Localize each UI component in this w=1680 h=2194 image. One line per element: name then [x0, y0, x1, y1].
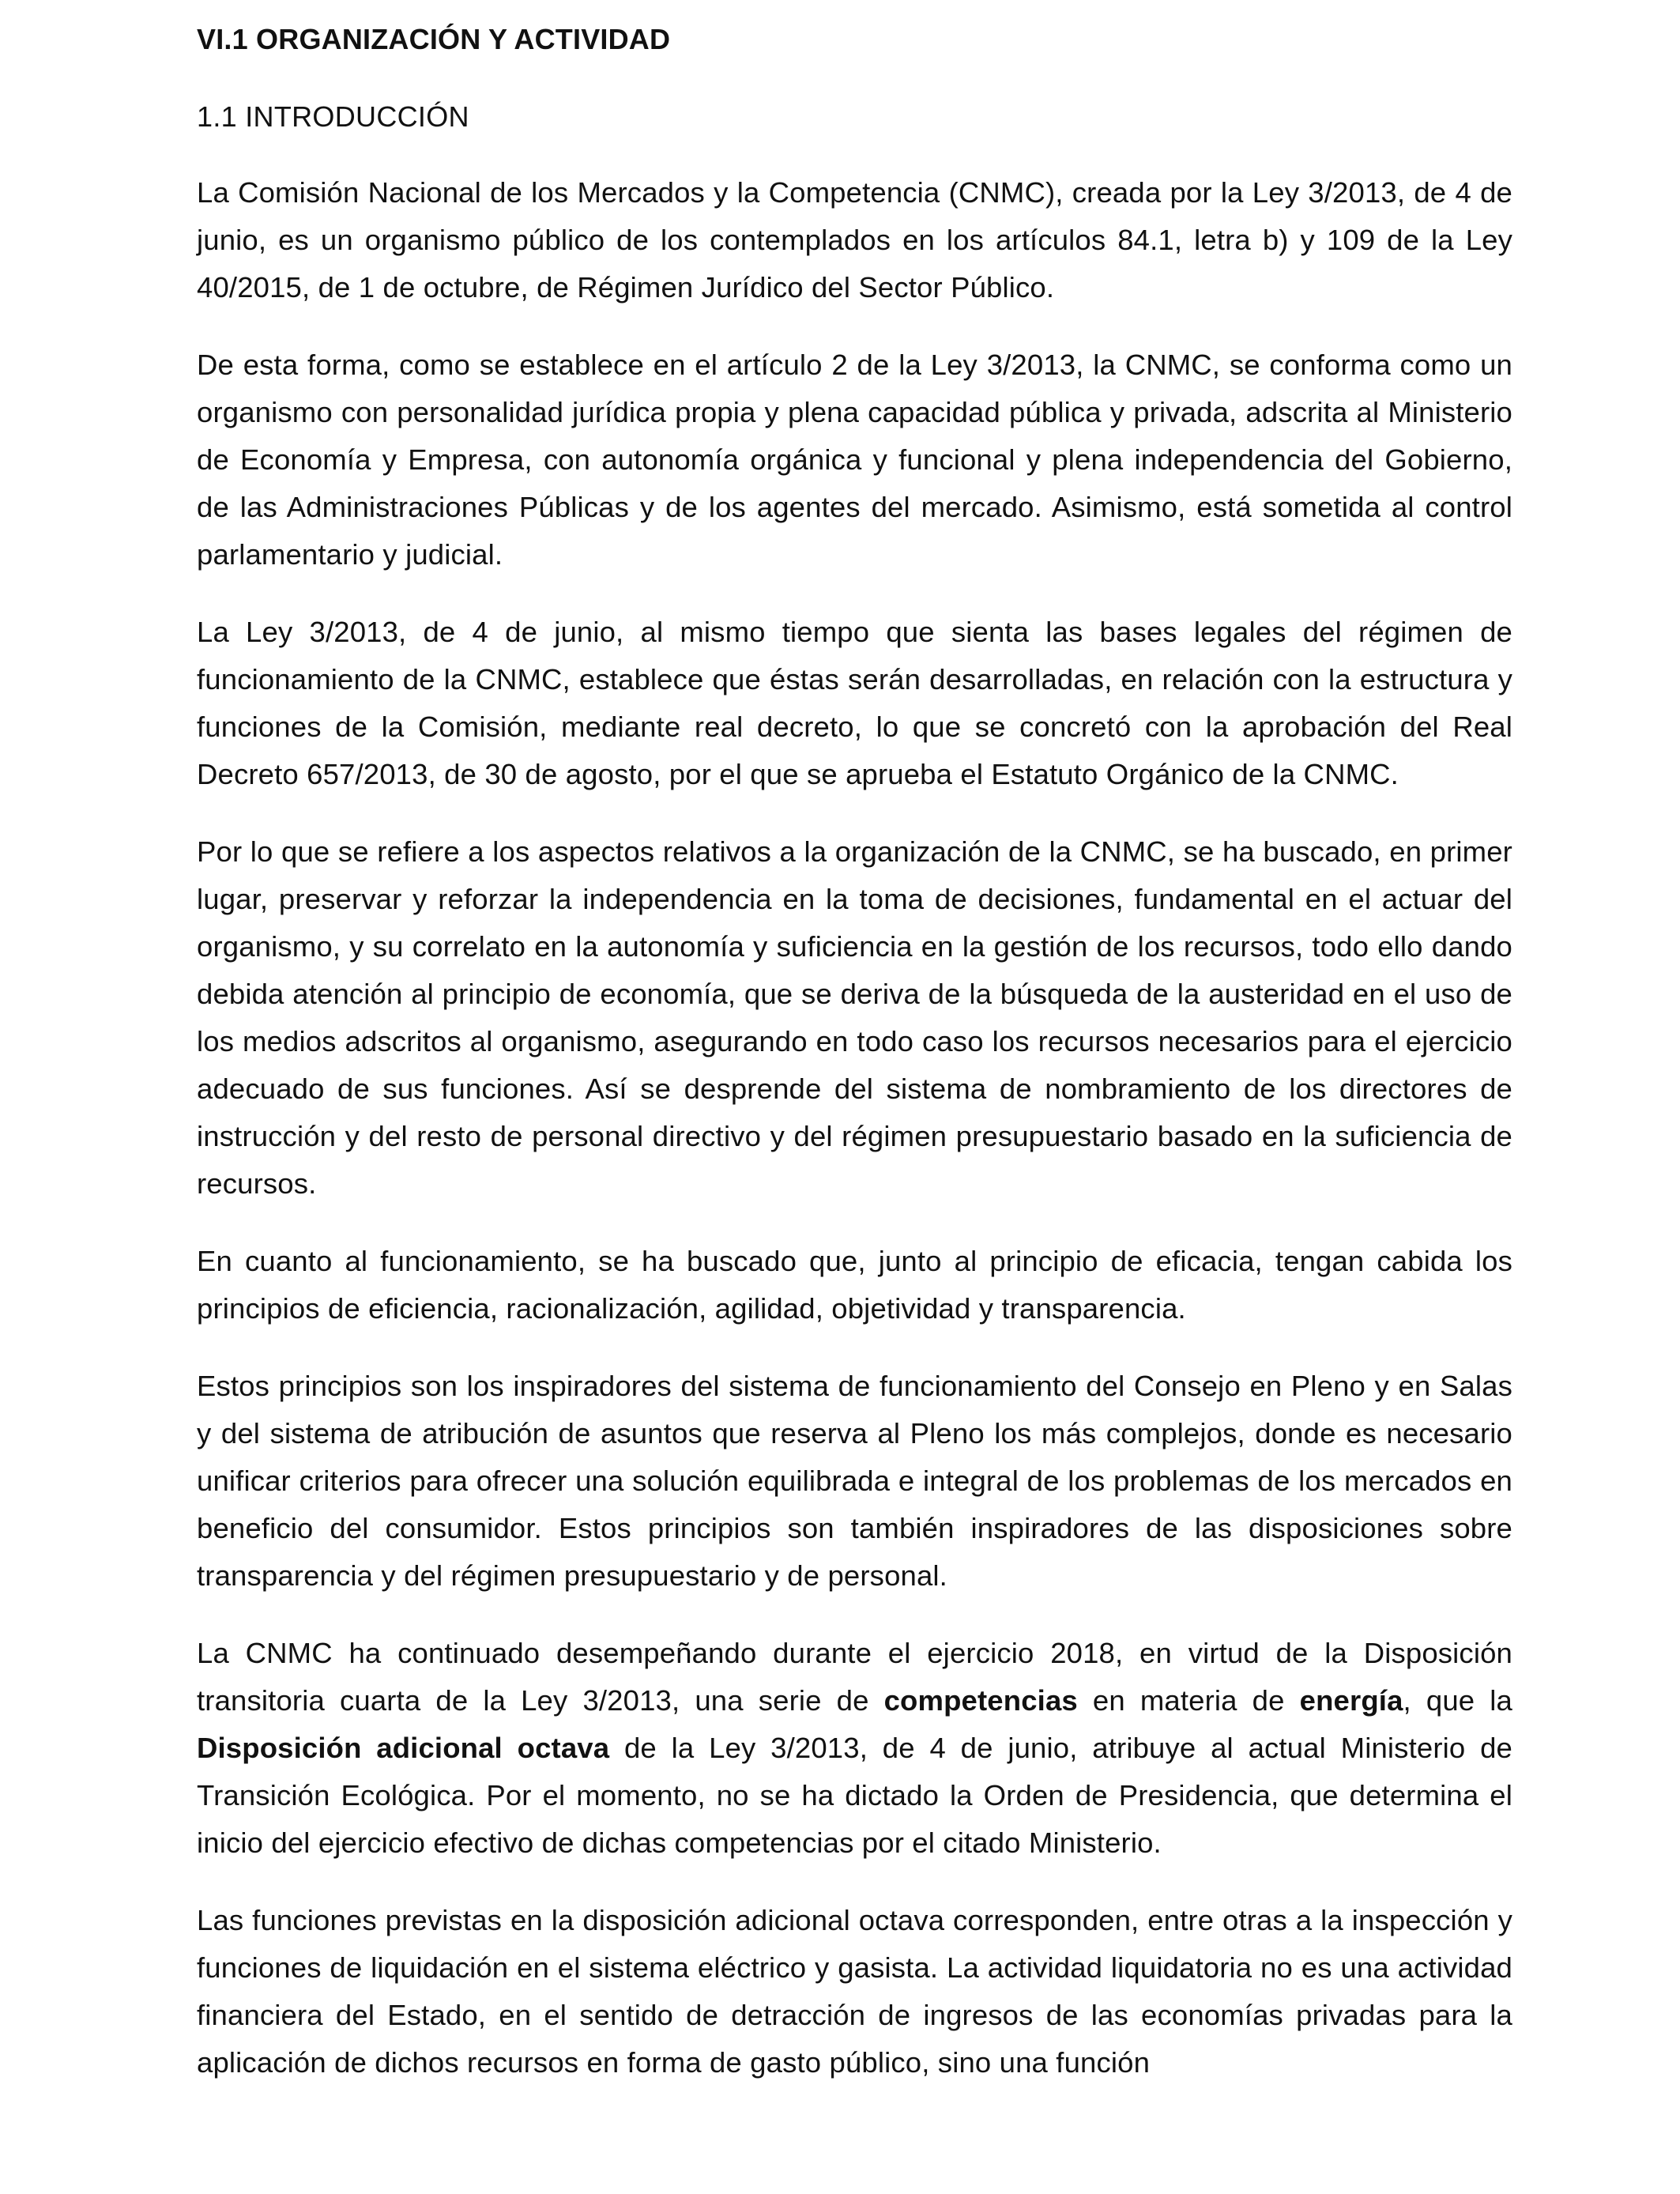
paragraph-6: Estos principios son los inspiradores del sistema de funcionamiento del Consejo en Pleno y en Salas y del sistema de atribución de asuntos que reserva al Pleno los más complejos, donde es necesario unificar criterios para ofrecer una solución equilibrada e integral de los problemas de los mercados en beneficio del consumidor. Estos principios son también inspiradores de las disposiciones sobre transparencia y del régimen presupuestario y de personal. [197, 1370, 1512, 1592]
paragraph-7-text-4: de la Ley 3/2013, de 4 de junio, atribuye al actual Ministerio de Transición Ecológica. Por el momento, no se ha dictado la Orden de Presidencia, que determina el inicio del ejercicio efectivo de dichas competencias por el citado Ministerio. [197, 1732, 1513, 1859]
paragraph-7-bold-energia: energía [1299, 1684, 1403, 1717]
paragraph-8: Las funciones previstas en la disposición adicional octava corresponden, entre otras a la inspección y funciones de liquidación en el sistema eléctrico y gasista. La actividad liquidatoria no es una actividad financiera del Estado, en el sentido de detracción de ingresos de las economías privadas para la aplicación de dichos recursos en forma de gasto público, sino una función [197, 1904, 1512, 2079]
paragraph-7 [197, 1630, 1512, 1867]
paragraph-1: La Comisión Nacional de los Mercados y la Competencia (CNMC), creada por la Ley 3/2013, de 4 de junio, es un organismo público de los contemplados en los artículos 84.1, letra b) y 109 de la Ley 40/2015, de 1 de octubre, de Régimen Jurídico del Sector Público. [197, 176, 1512, 303]
paragraph-7-bold-disposicion: Disposición adicional octava [197, 1732, 610, 1764]
paragraph-3: La Ley 3/2013, de 4 de junio, al mismo tiempo que sienta las bases legales del régimen de funcionamiento de la CNMC, establece que éstas serán desarrolladas, en relación con la estructura y funciones de la Comisión, mediante real decreto, lo que se concretó con la aprobación del Real Decreto 657/2013, de 30 de agosto, por el que se aprueba el Estatuto Orgánico de la CNMC. [197, 616, 1512, 790]
subsection-title: 1.1 INTRODUCCIÓN [197, 100, 469, 133]
paragraph-7-text-2: en materia de [1077, 1684, 1300, 1717]
section-title: VI.1 ORGANIZACIÓN Y ACTIVIDAD [197, 23, 671, 55]
paragraph-5: En cuanto al funcionamiento, se ha buscado que, junto al principio de eficacia, tengan cabida los principios de eficiencia, racionalización, agilidad, objetividad y transparencia. [197, 1245, 1512, 1325]
paragraph-7-text-1: La CNMC ha continuado desempeñando durante el ejercicio 2018, en virtud de la Disposición transitoria cuarta de la Ley 3/2013, una serie de [197, 1637, 1512, 1717]
paragraph-7-text-3: , que la [1403, 1684, 1512, 1717]
paragraph-7-bold-competencias: competencias [883, 1684, 1078, 1717]
paragraph-2: De esta forma, como se establece en el artículo 2 de la Ley 3/2013, la CNMC, se conforma como un organismo con personalidad jurídica propia y plena capacidad pública y privada, adscrita al Ministerio de Economía y Empresa, con autonomía orgánica y funcional y plena independencia del Gobierno, de las Administraciones Públicas y de los agentes del mercado. Asimismo, está sometida al control parlamentario y judicial. [197, 349, 1512, 571]
paragraph-4: Por lo que se refiere a los aspectos relativos a la organización de la CNMC, se ha buscado, en primer lugar, preservar y reforzar la independencia en la toma de decisiones, fundamental en el actuar del organismo, y su correlato en la autonomía y suficiencia en la gestión de los recursos, todo ello dando debida atención al principio de economía, que se deriva de la búsqueda de la austeridad en el uso de los medios adscritos al organismo, asegurando en todo caso los recursos necesarios para el ejercicio adecuado de sus funciones. Así se desprende del sistema de nombramiento de los directores de instrucción y del resto de personal directivo y del régimen presupuestario basado en la suficiencia de recursos. [197, 835, 1512, 1200]
document-page [197, 17, 1512, 2087]
